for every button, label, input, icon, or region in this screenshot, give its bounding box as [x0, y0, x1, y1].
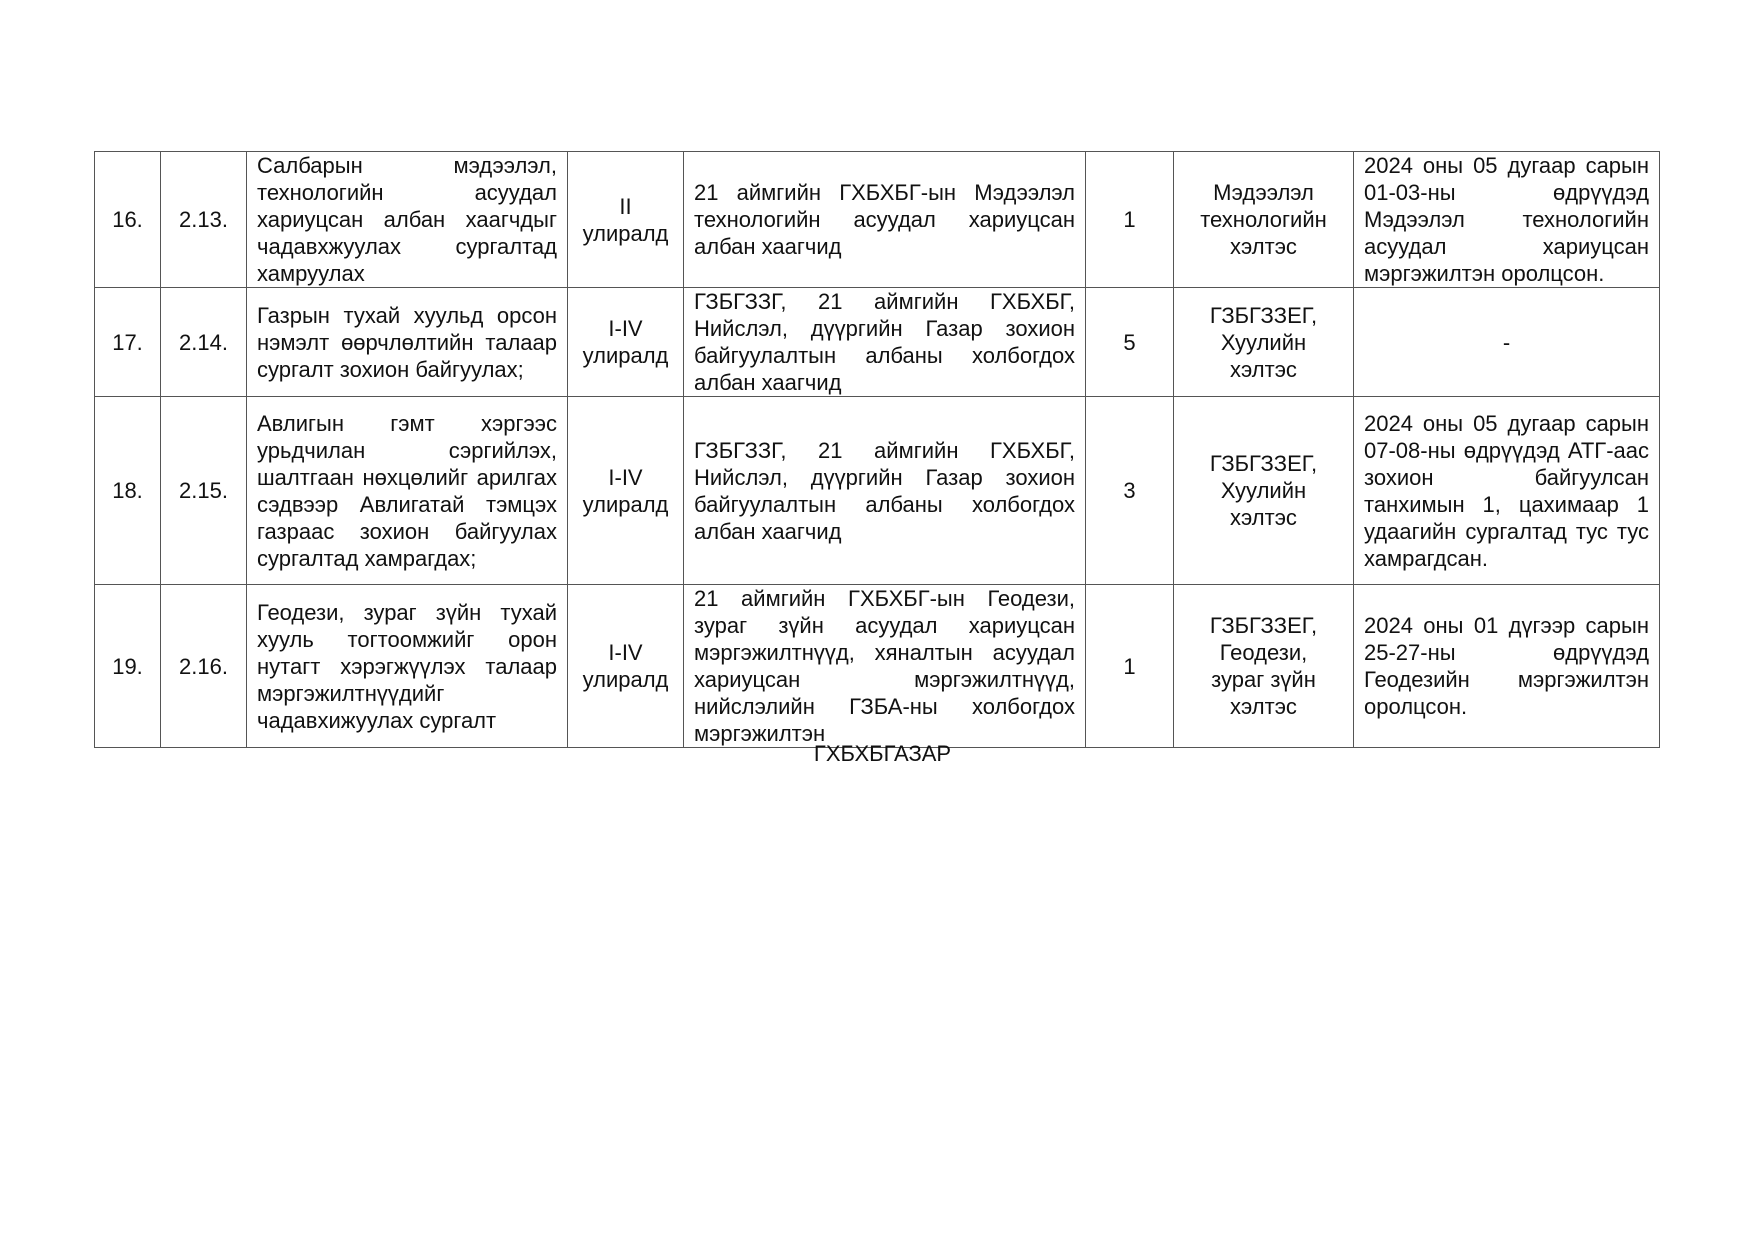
responsible-line: ГЗБГЗЗЕГ,	[1209, 302, 1318, 328]
row-number: 16.	[95, 152, 161, 288]
row-number: 17.	[95, 288, 161, 397]
table-row	[95, 152, 1660, 288]
responsible-line: Геодези,	[1219, 640, 1308, 665]
result-text: 2024 оны 01 дүгээр сарын 25-27-ны өдрүүдэд Геодезийн мэргэжилтэн оролцсон.	[1354, 585, 1660, 748]
table-row	[95, 397, 1660, 585]
participant-count: 1	[1086, 152, 1174, 288]
result-text: 2024 оны 05 дугаар сарын 01-03-ны өдрүүдэд Мэдээлэл технологийн асуудал хариуцсан мэргэжилтэн оролцсон.	[1354, 152, 1660, 288]
responsible-unit	[1174, 288, 1354, 397]
responsible-line: Мэдээлэл	[1213, 180, 1314, 205]
responsible-unit	[1174, 585, 1354, 748]
period-cell	[568, 288, 684, 397]
participant-count: 5	[1086, 288, 1174, 397]
responsible-line: технологийн	[1200, 207, 1327, 232]
footer-label: ГХБХБГАЗАР	[813, 741, 952, 766]
period-unit: улиралд	[582, 220, 669, 246]
period-value: I-IV	[608, 464, 643, 490]
responsible-line: хэлтэс	[1230, 694, 1297, 719]
participants: 21 аймгийн ГХБХБГ-ын Геодези, зураг зүйн асуудал хариуцсан мэргэжилтнүүд, хяналтын асуудал хариуцсан мэргэжилтнүүд, нийслэлийн ГЗБА-ны холбогдох мэргэжилтэн	[684, 585, 1086, 748]
responsible-line: хэлтэс	[1230, 356, 1297, 382]
responsible-unit	[1174, 397, 1354, 585]
period-cell	[568, 397, 684, 585]
period-unit: улиралд	[582, 343, 669, 368]
period-value: I-IV	[608, 316, 643, 341]
period-unit: улиралд	[582, 667, 669, 692]
period-value: II	[619, 193, 632, 219]
participants: 21 аймгийн ГХБХБГ-ын Мэдээлэл технологийн асуудал хариуцсан албан хаагчид	[684, 152, 1086, 288]
period-cell	[568, 152, 684, 288]
responsible-line: зураг зүйн	[1211, 667, 1316, 692]
responsible-line: ГЗБГЗЗЕГ,	[1209, 613, 1318, 638]
result-text: -	[1354, 288, 1660, 397]
activity-description: Салбарын мэдээлэл, технологийн асуудал хариуцсан албан хаагчдыг чадавхжуулах сургалтад хамруулах	[247, 152, 568, 288]
activity-description: Геодези, зураг зүйн тухай хууль тогтоомжийг орон нутагт хэрэгжүүлэх талаар мэргэжилтнүүдийг чадавхижуулах сургалт	[247, 585, 568, 748]
period-unit: улиралд	[582, 491, 669, 517]
activity-code: 2.14.	[161, 288, 247, 397]
responsible-line: Хуулийн	[1220, 478, 1307, 503]
participants: ГЗБГЗЗГ, 21 аймгийн ГХБХБГ, Нийслэл, дүүргийн Газар зохион байгуулалтын албаны холбогдох албан хаагчид	[684, 397, 1086, 585]
activity-description: Авлигын гэмт хэргээс урьдчилан сэргийлэх, шалтгаан нөхцөлийг арилгах сэдвээр Авлигатай тэмцэх газраас зохион байгуулах сургалтад хамрагдах;	[247, 397, 568, 585]
row-number: 18.	[95, 397, 161, 585]
activity-description: Газрын тухай хуульд орсон нэмэлт өөрчлөлтийн талаар сургалт зохион байгуулах;	[247, 288, 568, 397]
participant-count: 3	[1086, 397, 1174, 585]
period-cell	[568, 585, 684, 748]
period-value: I-IV	[608, 640, 643, 665]
activity-code: 2.13.	[161, 152, 247, 288]
responsible-line: Хуулийн	[1220, 329, 1307, 355]
table-row	[95, 585, 1660, 748]
responsible-line: ГЗБГЗЗЕГ,	[1209, 451, 1318, 476]
participants: ГЗБГЗЗГ, 21 аймгийн ГХБХБГ, Нийслэл, дүүргийн Газар зохион байгуулалтын албаны холбогдох албан хаагчид	[684, 288, 1086, 397]
participant-count: 1	[1086, 585, 1174, 748]
responsible-unit	[1174, 152, 1354, 288]
responsible-line: хэлтэс	[1230, 234, 1297, 259]
activity-code: 2.16.	[161, 585, 247, 748]
responsible-line: хэлтэс	[1230, 505, 1297, 530]
activity-code: 2.15.	[161, 397, 247, 585]
training-plan-table	[94, 151, 1660, 748]
result-text: 2024 оны 05 дугаар сарын 07-08-ны өдрүүдэд АТГ-аас зохион байгуулсан танхимын 1, цахимаар 1 удаагийн сургалтад тус тус хамрагдсан.	[1354, 397, 1660, 585]
row-number: 19.	[95, 585, 161, 748]
table-row	[95, 288, 1660, 397]
